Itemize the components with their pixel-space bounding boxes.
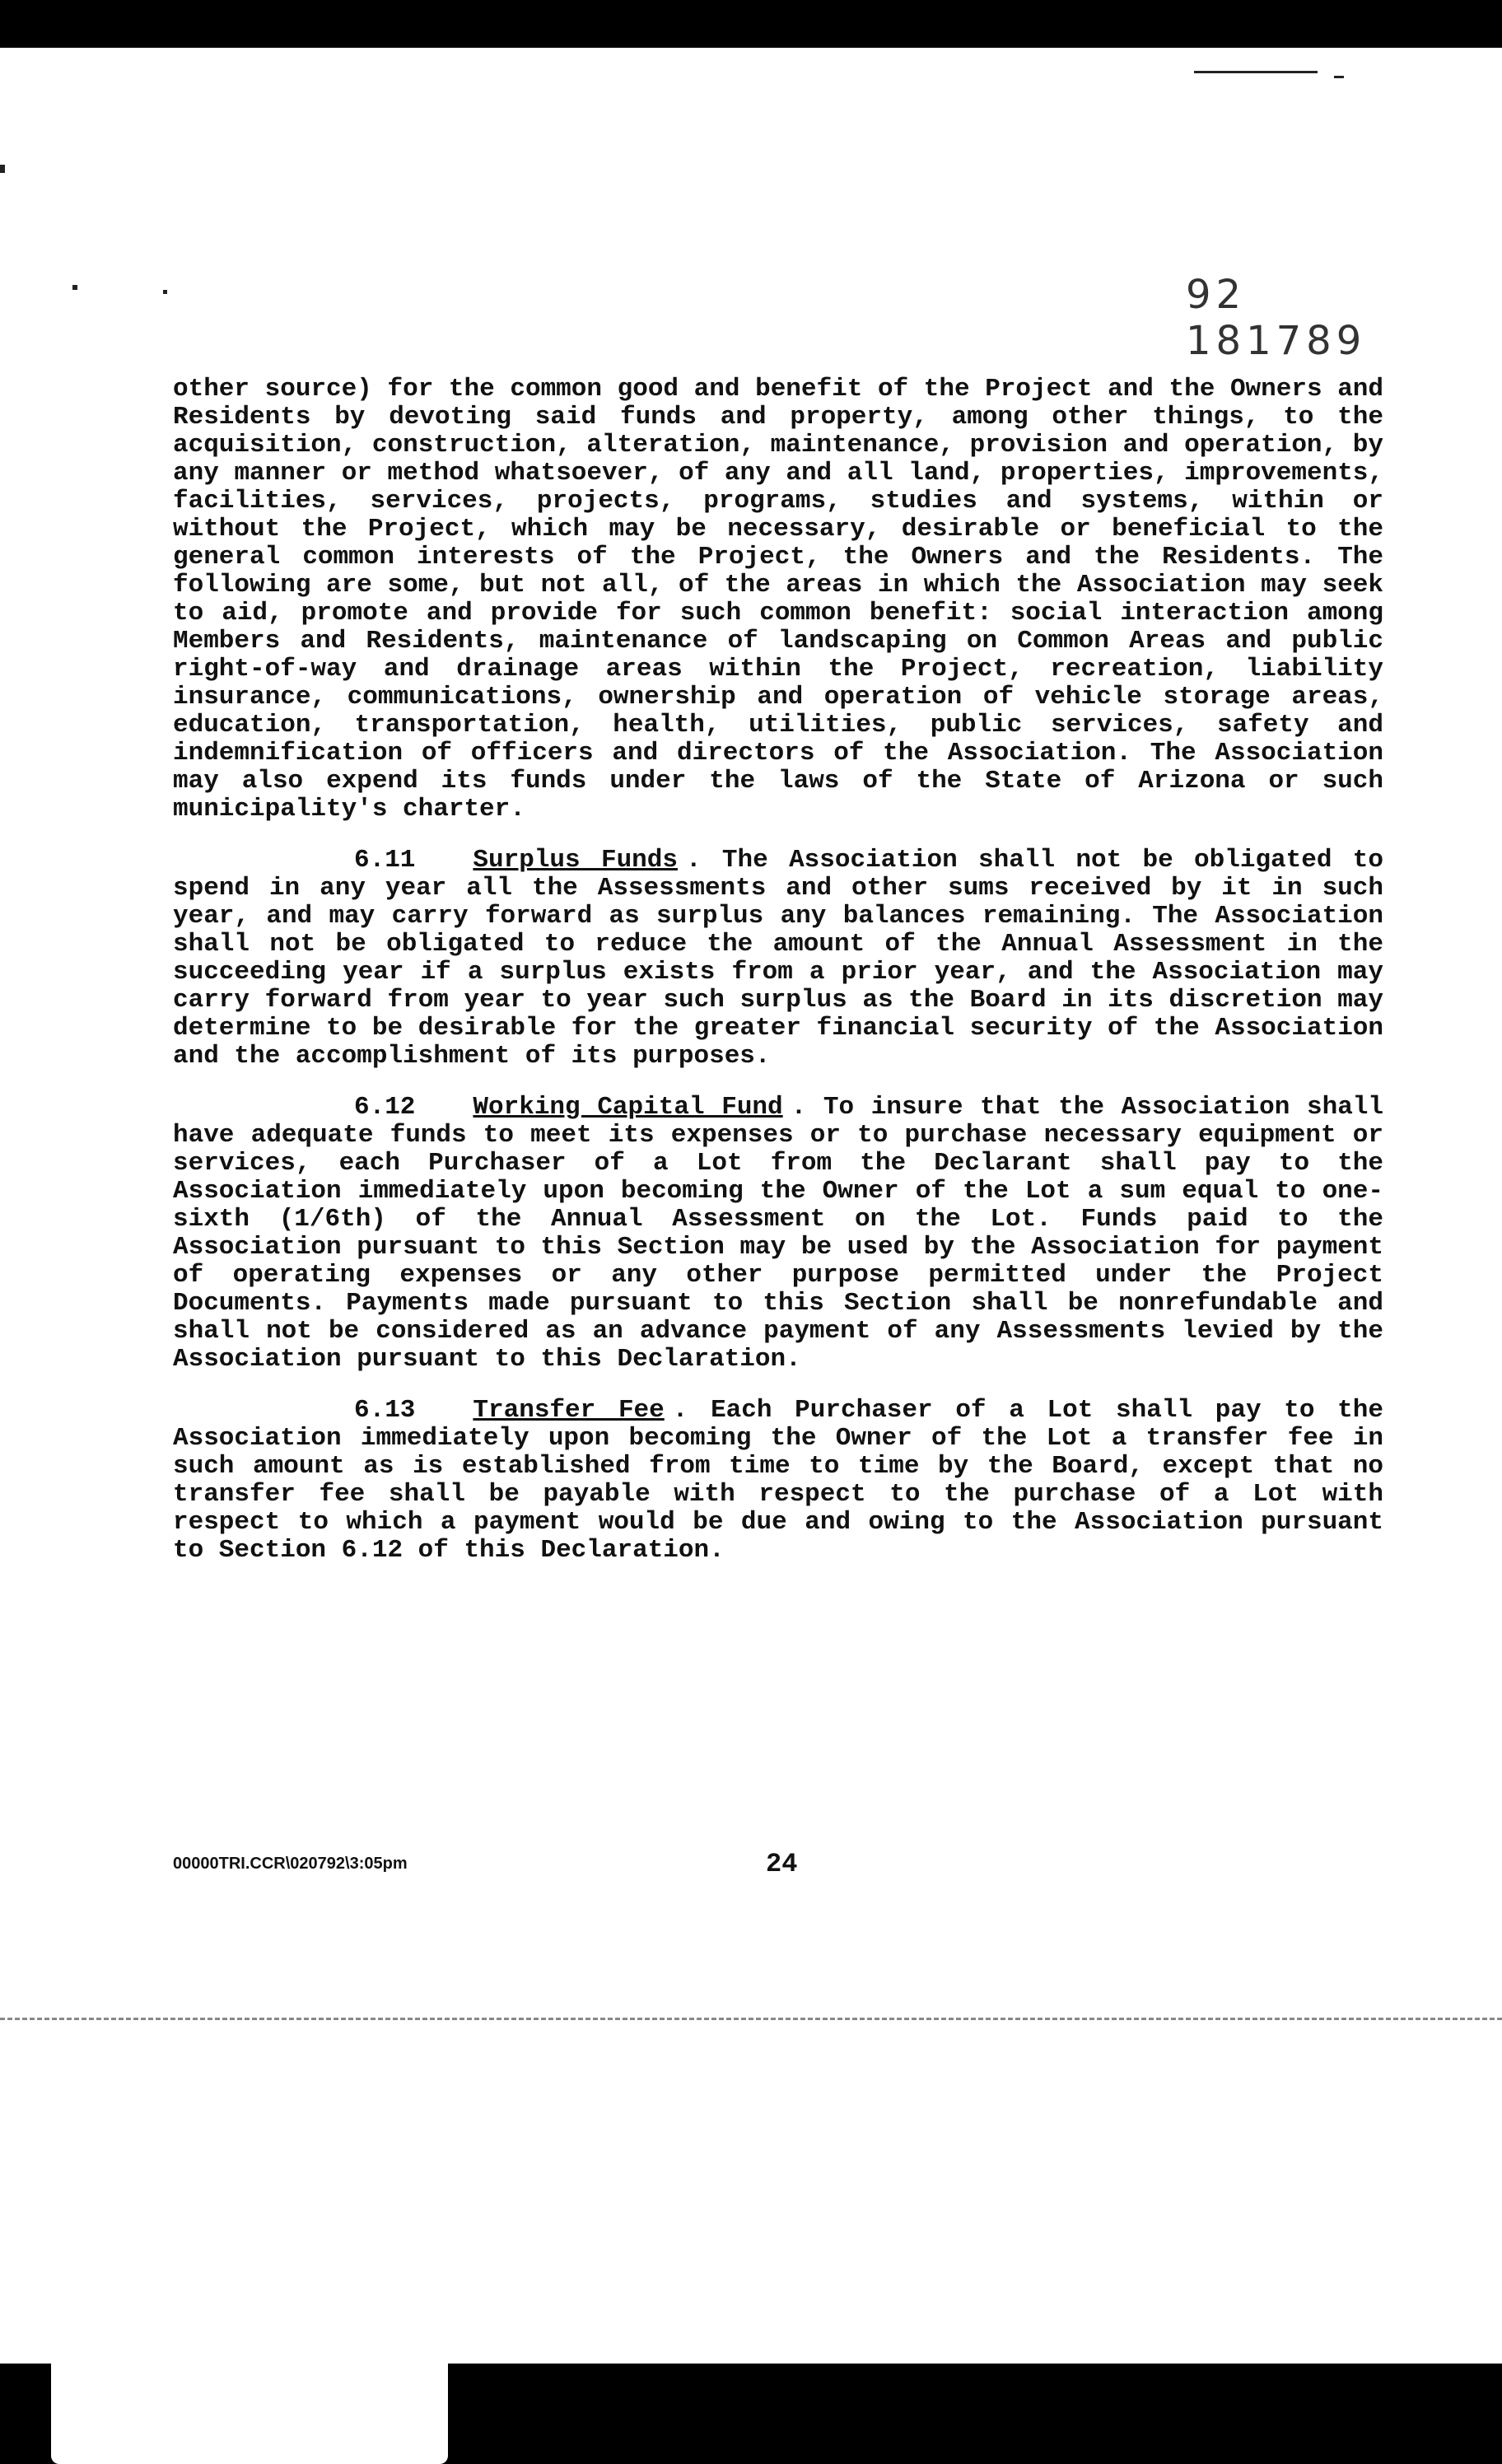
section-text: . The Association shall not be obligated to spend in any year all the Assessments and other sums received by it in such year, and may carry forward as surplus any balances remaining. The Association shall not be obligated to reduce the amount of the Annual Assessment in the succeeding year if a surplus exists from a prior year, and the Association may carry forward from year to year such surplus as the Board in its discretion may determine to be desirable for the greater financial security of the Association and the accomplishment of its purposes. — [173, 846, 1384, 1071]
section-text: . Each Purchaser of a Lot shall pay to the Association immediately upon becoming the Owner of the Lot a transfer fee in such amount as is established from time to time by the Board, except that no transfer fee shall be payable with respect to the purchase of a Lot with respect to which a payment would be due and owing to the Association pursuant to Section 6.12 of this Declaration. — [173, 1396, 1383, 1565]
section-title: Surplus Funds — [473, 846, 678, 875]
scan-artifact — [0, 165, 5, 173]
scan-bottom-notch — [51, 2344, 448, 2464]
scan-artifact — [72, 285, 77, 290]
section-title: Working Capital Fund — [473, 1093, 783, 1122]
scan-artifact — [1334, 76, 1344, 78]
document-body — [173, 376, 1383, 1588]
scan-artifact — [1194, 71, 1318, 73]
document-number: 92 181789 — [1186, 272, 1367, 364]
section-6-12 — [173, 1094, 1383, 1374]
section-6-11 — [173, 847, 1383, 1071]
section-text: . To insure that the Association shall have adequate funds to meet its expenses or to purchase necessary equipment or services, each Purchaser of a Lot from the Declarant shall pay to the Association immediately upon becoming the Owner of the Lot a sum equal to one-sixth (1/6th) of the Annual Assessment on the Lot. Funds paid to the Association pursuant to this Section may be used by the Association for payment of operating expenses or any other purpose permitted under the Project Documents. Payments made pursuant to this Section shall be nonrefundable and shall not be considered as an advance payment of any Assessments levied by the Association pursuant to this Declaration. — [173, 1093, 1384, 1374]
section-title: Transfer Fee — [473, 1396, 665, 1425]
scan-top-border — [0, 0, 1502, 48]
section-number: 6.12 — [354, 1093, 416, 1122]
section-6-13 — [173, 1397, 1383, 1565]
scan-artifact — [163, 290, 167, 294]
page-number: 24 — [766, 1849, 798, 1879]
section-number: 6.11 — [354, 846, 416, 875]
scan-dashed-line — [0, 2018, 1502, 2020]
section-number: 6.13 — [354, 1396, 416, 1425]
paragraph-continuation: other source) for the common good and benefit of the Project and the Owners and Residents by devoting said funds and property, among other things, to the acquisition, construction, alteration, maintenance, provision and operation, by any manner or method whatsoever, of any and all land, properties, improvements, facilities, services, projects, programs, studies and systems, within or without the Project, which may be necessary, desirable or beneficial to the general common interests of the Project, the Owners and the Residents. The following are some, but not all, of the areas in which the Association may seek to aid, promote and provide for such common benefit: social interaction among Members and Residents, maintenance of landscaping on Common Areas and public right-of-way and drainage areas within the Project, recreation, liability insurance, communications, ownership and operation of vehicle storage areas, education, transportation, health, utilities, public services, safety and indemnification of officers and directors of the Association. The Association may also expend its funds under the laws of the State of Arizona or such municipality's charter. — [173, 375, 1383, 824]
footer-file-id: 00000TRI.CCR\020792\3:05pm — [173, 1855, 408, 1873]
